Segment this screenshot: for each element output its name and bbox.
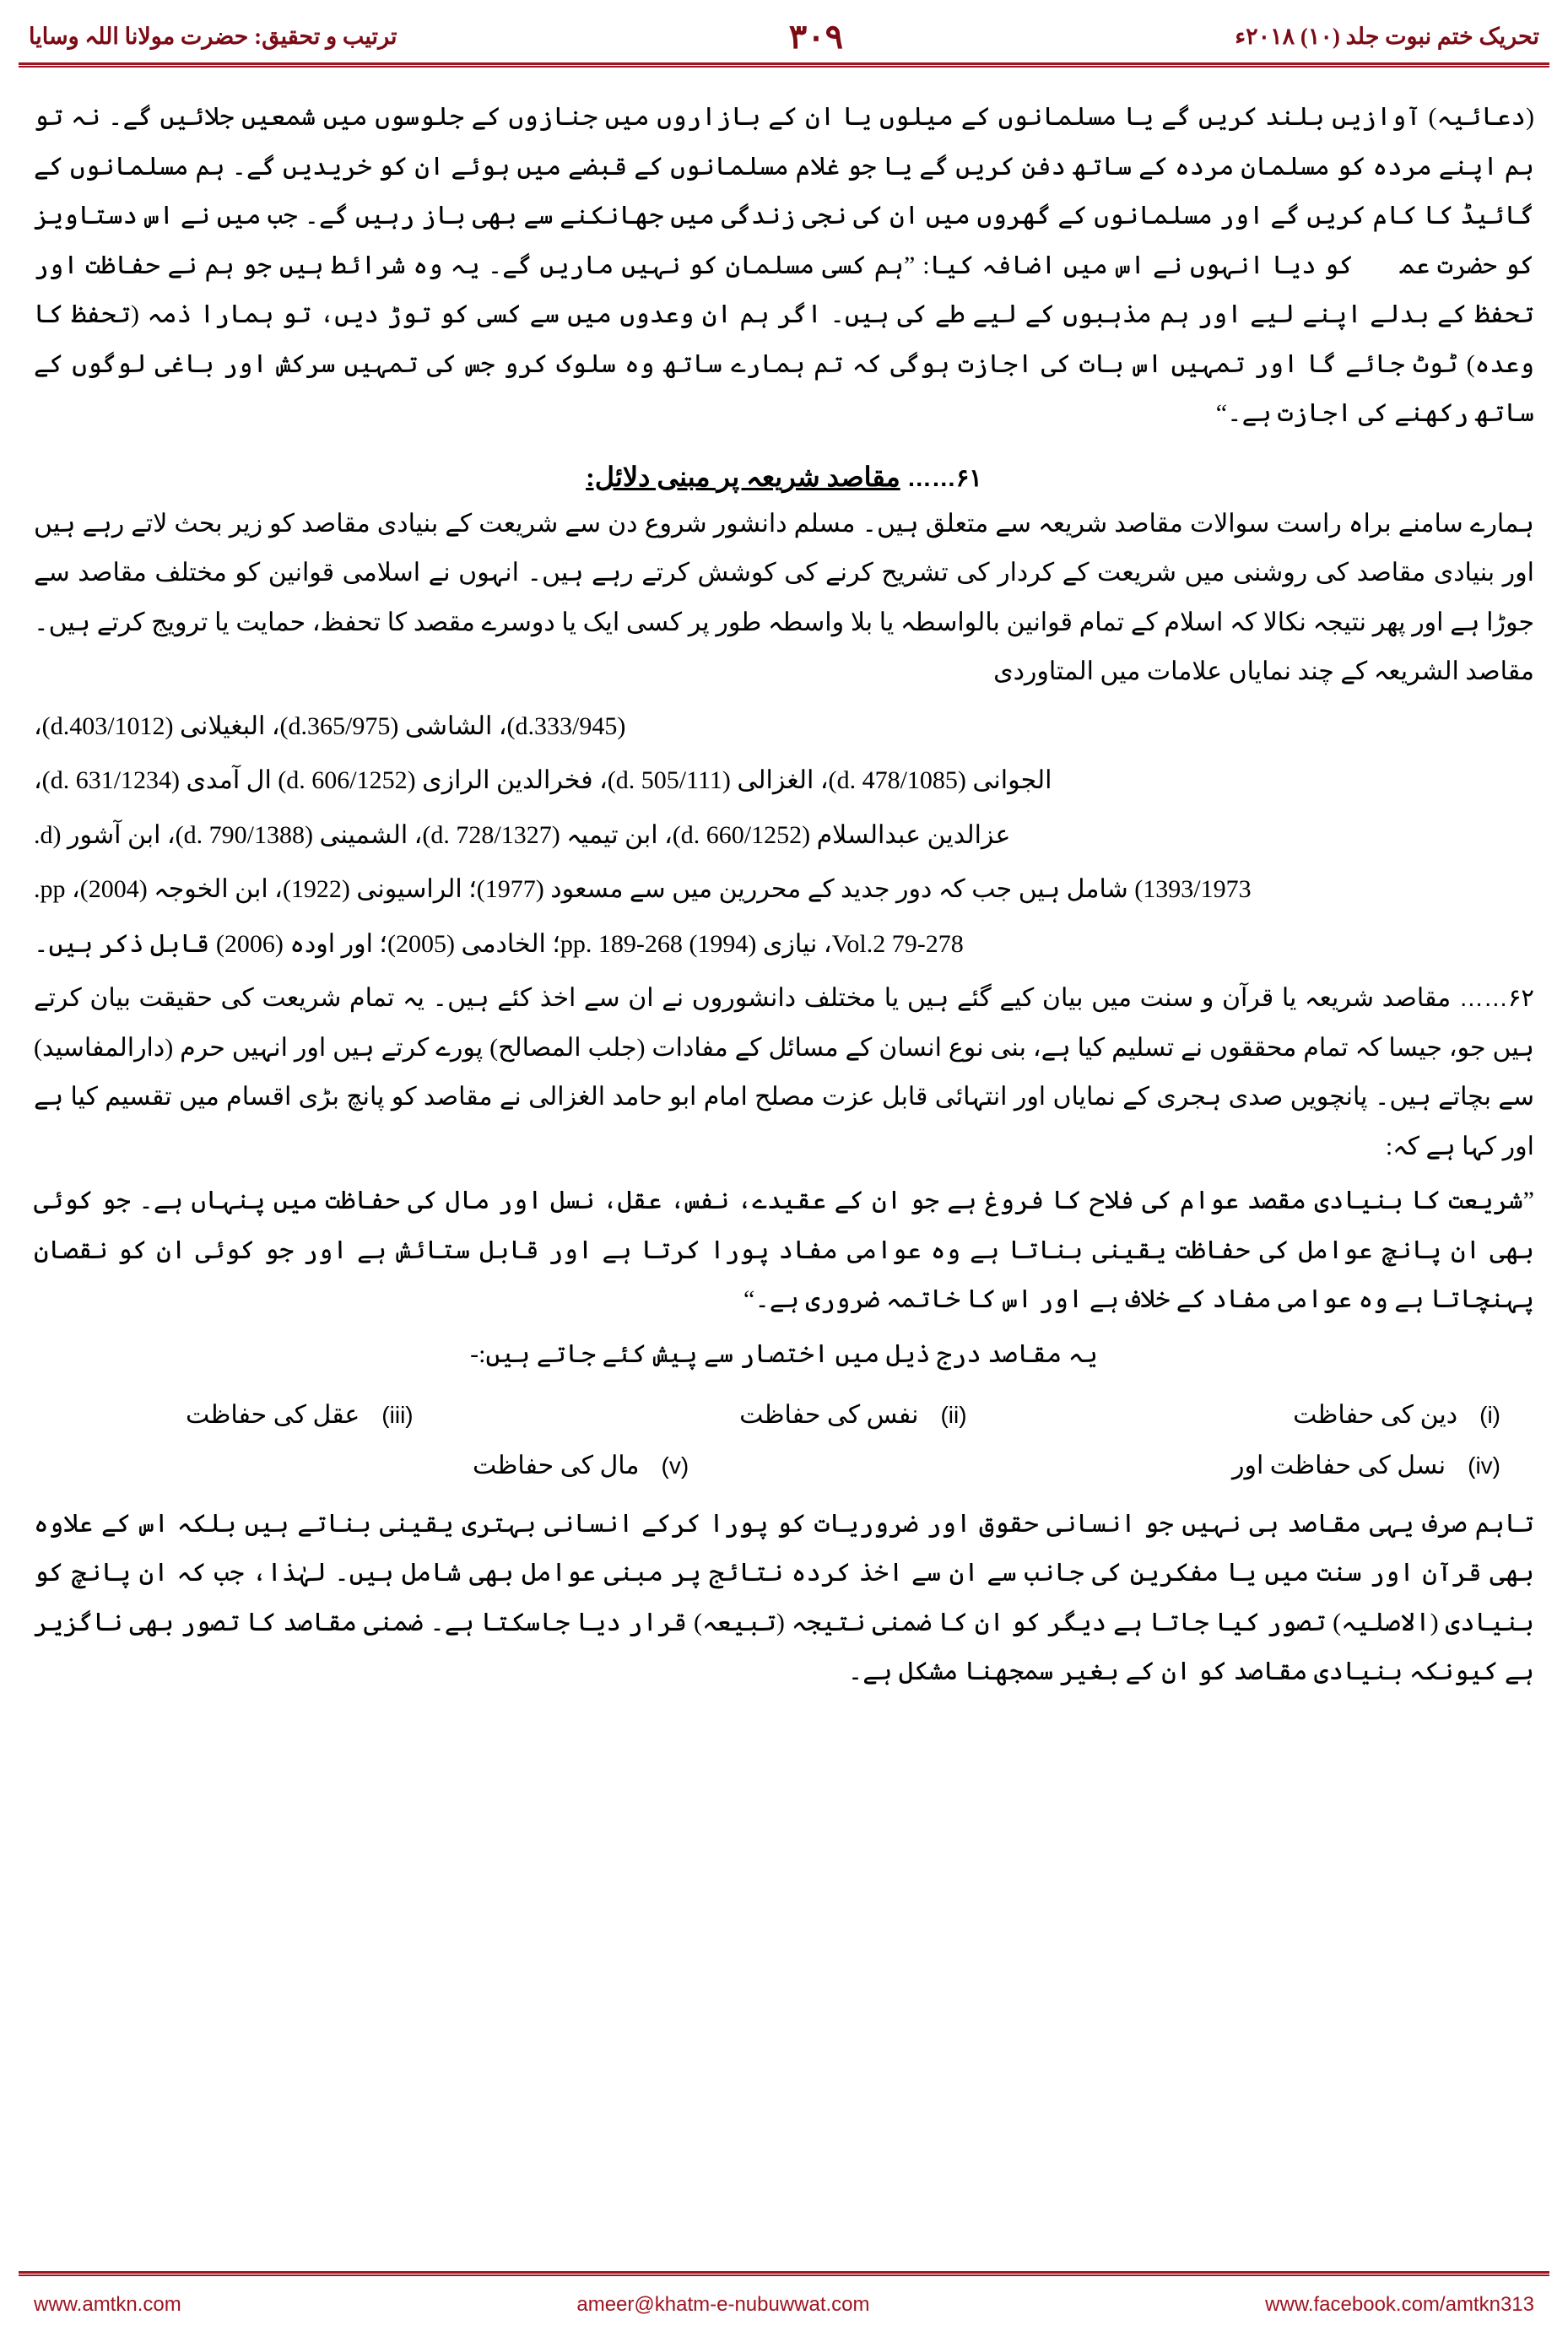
page-header [0,0,1568,73]
footer-divider [19,2271,1549,2276]
paragraph-maqasid-intro: ہمارے سامنے براہ راست سوالات مقاصد شریعہ سے متعلق ہیں۔ مسلم دانشور شروع دن سے شریعت کے بنیادی مقاصد کو زیر بحث لاتے رہے ہیں اور بنیادی مقاصد کی روشنی میں شریعت کے کردار کی تشریح کرنے کی کوشش کرتے رہے ہیں۔ انہوں نے اسلامی قوانین کو مختلف مقاصد سے جوڑا ہے اور پھر نتیجہ نکالا کہ اسلام کے تمام قوانین بالواسطہ یا بلا واسطہ طور پر کسی ایک یا دوسرے مقصد کا تحفظ، حمایت یا ترویج کرتے ہیں۔ مقاصد الشریعہ کے چند نمایاں علامات میں المتاوردی [34,509,1534,685]
footer-facebook-link[interactable]: www.facebook.com/amtkn313 [1265,2293,1534,2316]
paragraph-maqasid-definition [34,974,1534,1171]
ghazali-quote: ”شریعت کا بنیادی مقصد عوام کی فلاح کا فروغ ہے جو ان کے عقیدے، نفس، عقل، نسل اور مال کی حفاظت میں پنہاں ہے۔ جو کوئی بھی ان پانچ عوامل کی حفاظت یقینی بناتا ہے وہ عوامی مفاد پورا کرتا ہے اور قابل ستائش ہے اور جو کوئی ان کو نقصان پہنچاتا ہے وہ عوامی مفاد کے خلاف ہے اور اس کا خاتمہ ضروری ہے۔“ [34,1187,1535,1313]
maqasid-row [34,1441,1534,1491]
list-item-label: عقل کی حفاظت [186,1400,360,1429]
list-item-label: نفس کی حفاظت [739,1400,919,1429]
list-item-number: (i) [1479,1401,1500,1428]
list-item [1232,1441,1500,1491]
paragraph-62-text: مقاصد شریعہ یا قرآن و سنت میں بیان کیے گئے ہیں یا مختلف دانشوروں نے ان سے اخذ کئے ہیں۔ یہ تمام شریعت کی حقیقت بیان کرتے ہیں جو، جیسا کہ تمام محققوں نے تسلیم کیا ہے، بنی نوع انسان کے مسائل کے مفادات (جلب المصالح) پورے کرتے ہیں اور انہیں حرم (دارالمفاسید) سے بچاتے ہیں۔ پانچویں صدی ہجری کے نمایاں اور انتہائی قابل عزت مصلح امام ابو حامد الغزالی نے مقاصد کو پانچ بڑی اقسام میں تقسیم کیا ہے اور کہا ہے کہ: [34,984,1534,1160]
list-item-number: (iii) [381,1401,414,1428]
page-content [0,73,1568,1711]
footer-email-link[interactable]: ameer@khatm-e-nubuwwat.com [576,2293,870,2316]
maqasid-row [34,1390,1534,1441]
header-editor-credit: ترتیب و تحقیق: حضرت مولانا اللہ وسایا [29,23,397,49]
header-book-title: تحریک ختم نبوت جلد (۱۰) ۲۰۱۸ء [1235,23,1539,49]
list-item-label: مال کی حفاظت [473,1451,640,1479]
references-line-3: عزالدین عبدالسلام (d. 660/1252)، ابن تیمیہ (d. 728/1327)، الشمینی (d. 790/1388)، ابن آشور (d. [34,820,1011,849]
section-heading-text: مقاصد شریعہ پر مبنی دلائل: [586,461,900,492]
section-heading-number: ۶۱…… [906,464,982,492]
references-line-2: الجوانی (d. 478/1085)، الغزالی (d. 505/111)، فخرالدین الرازی (d. 606/1252) ال آمدی (d. 631/1234)، [34,766,1052,794]
list-item-label: دین کی حفاظت [1293,1400,1458,1429]
list-item [473,1441,689,1491]
header-divider [19,62,1549,68]
list-item-label: نسل کی حفاظت اور [1232,1451,1446,1479]
page-number: ۳۰۹ [788,17,844,56]
maqasid-list [34,1390,1534,1491]
references-line-5: 79-278 Vol.2، نیازی (1994) pp. 189-268؛ الخادمی (2005)؛ اور اودہ (2006) قابل ذکر ہیں۔ [34,929,964,958]
list-item [739,1390,966,1441]
paragraph-number-62: ۶۲…… [1458,985,1534,1012]
list-item [1293,1390,1500,1441]
references-line-4: 1393/1973) شامل ہیں جب کہ دور جدید کے محررین میں سے مسعود (1977)؛ الراسیونی (1922)، ابن الخوجہ (2004)، pp. [34,875,1252,903]
list-item [186,1390,414,1441]
paragraph-closing: تاہم صرف یہی مقاصد ہی نہیں جو انسانی حقوق اور ضروریات کو پورا کرکے انسانی بہتری یقینی بناتے ہیں بلکہ اس کے علاوہ بھی قرآن اور سنت میں یا مفکرین کی جانب سے ان سے اخذ کردہ نتائج پر مبنی عوامل بھی شامل ہیں۔ لہٰذا، جب کہ ان پانچ کو بنیادی (الاصلیہ) تصور کیا جاتا ہے دیگر کو ان کا ضمنی نتیجہ (تبیعہ) قرار دیا جاسکتا ہے۔ ضمنی مقاصد کا تصور بھی ناگزیر ہے کیونکہ بنیادی مقاصد کو ان کے بغیر سمجھنا مشکل ہے۔ [34,1509,1534,1685]
paragraph-dhimmi-conditions: (دعائیہ) آوازیں بلند کریں گے یا مسلمانوں کے میلوں یا ان کے بازاروں میں جنازوں کے جلوسوں میں شمعیں جلائیں گے۔ نہ تو ہم اپنے مردہ کو مسلمان مردہ کے ساتھ دفن کریں گے یا جو غلام مسلمانوں کے قبضے میں ہوئے ان کو خریدیں گے۔ ہم مسلمانوں کے گائیڈ کا کام کریں گے اور مسلمانوں کے گھروں میں ان کی نجی زندگی میں جھانکنے سے بھی باز رہیں گے۔ جب میں نے اس دستاویز کو حضرت عمرؓ کو دیا انہوں نے اس میں اضافہ کیا: ”ہم کسی مسلمان کو نہیں ماریں گے۔ یہ وہ شرائط ہیں جو ہم نے حفاظت اور تحفظ کے بدلے اپنے لیے اور ہم مذہبوں کے لیے طے کی ہیں۔ اگر ہم ان وعدوں میں سے کسی کو توڑ دیں، تو ہمارا ذمہ (تحفظ کا وعدہ) ٹوٹ جائے گا اور تمہیں اس بات کی اجازت ہوگی کہ تم ہمارے ساتھ وہ سلوک کرو جس کی تمہیں سرکش اور باغی لوگوں کے ساتھ رکھنے کی اجازت ہے۔“ [34,103,1534,427]
footer-website-link[interactable]: www.amtkn.com [34,2293,181,2316]
references-line-1: (d.333/945)، الشاشی (d.365/975)، البغیلانی (d.403/1012)، [34,711,626,740]
list-item-number: (ii) [940,1401,967,1428]
list-intro-line: یہ مقاصد درج ذیل میں اختصار سے پیش کئے جاتے ہیں:- [470,1339,1098,1368]
list-item-number: (iv) [1468,1452,1500,1479]
section-heading [34,461,1534,493]
page-footer [0,2264,1568,2342]
list-item-number: (v) [661,1452,689,1479]
